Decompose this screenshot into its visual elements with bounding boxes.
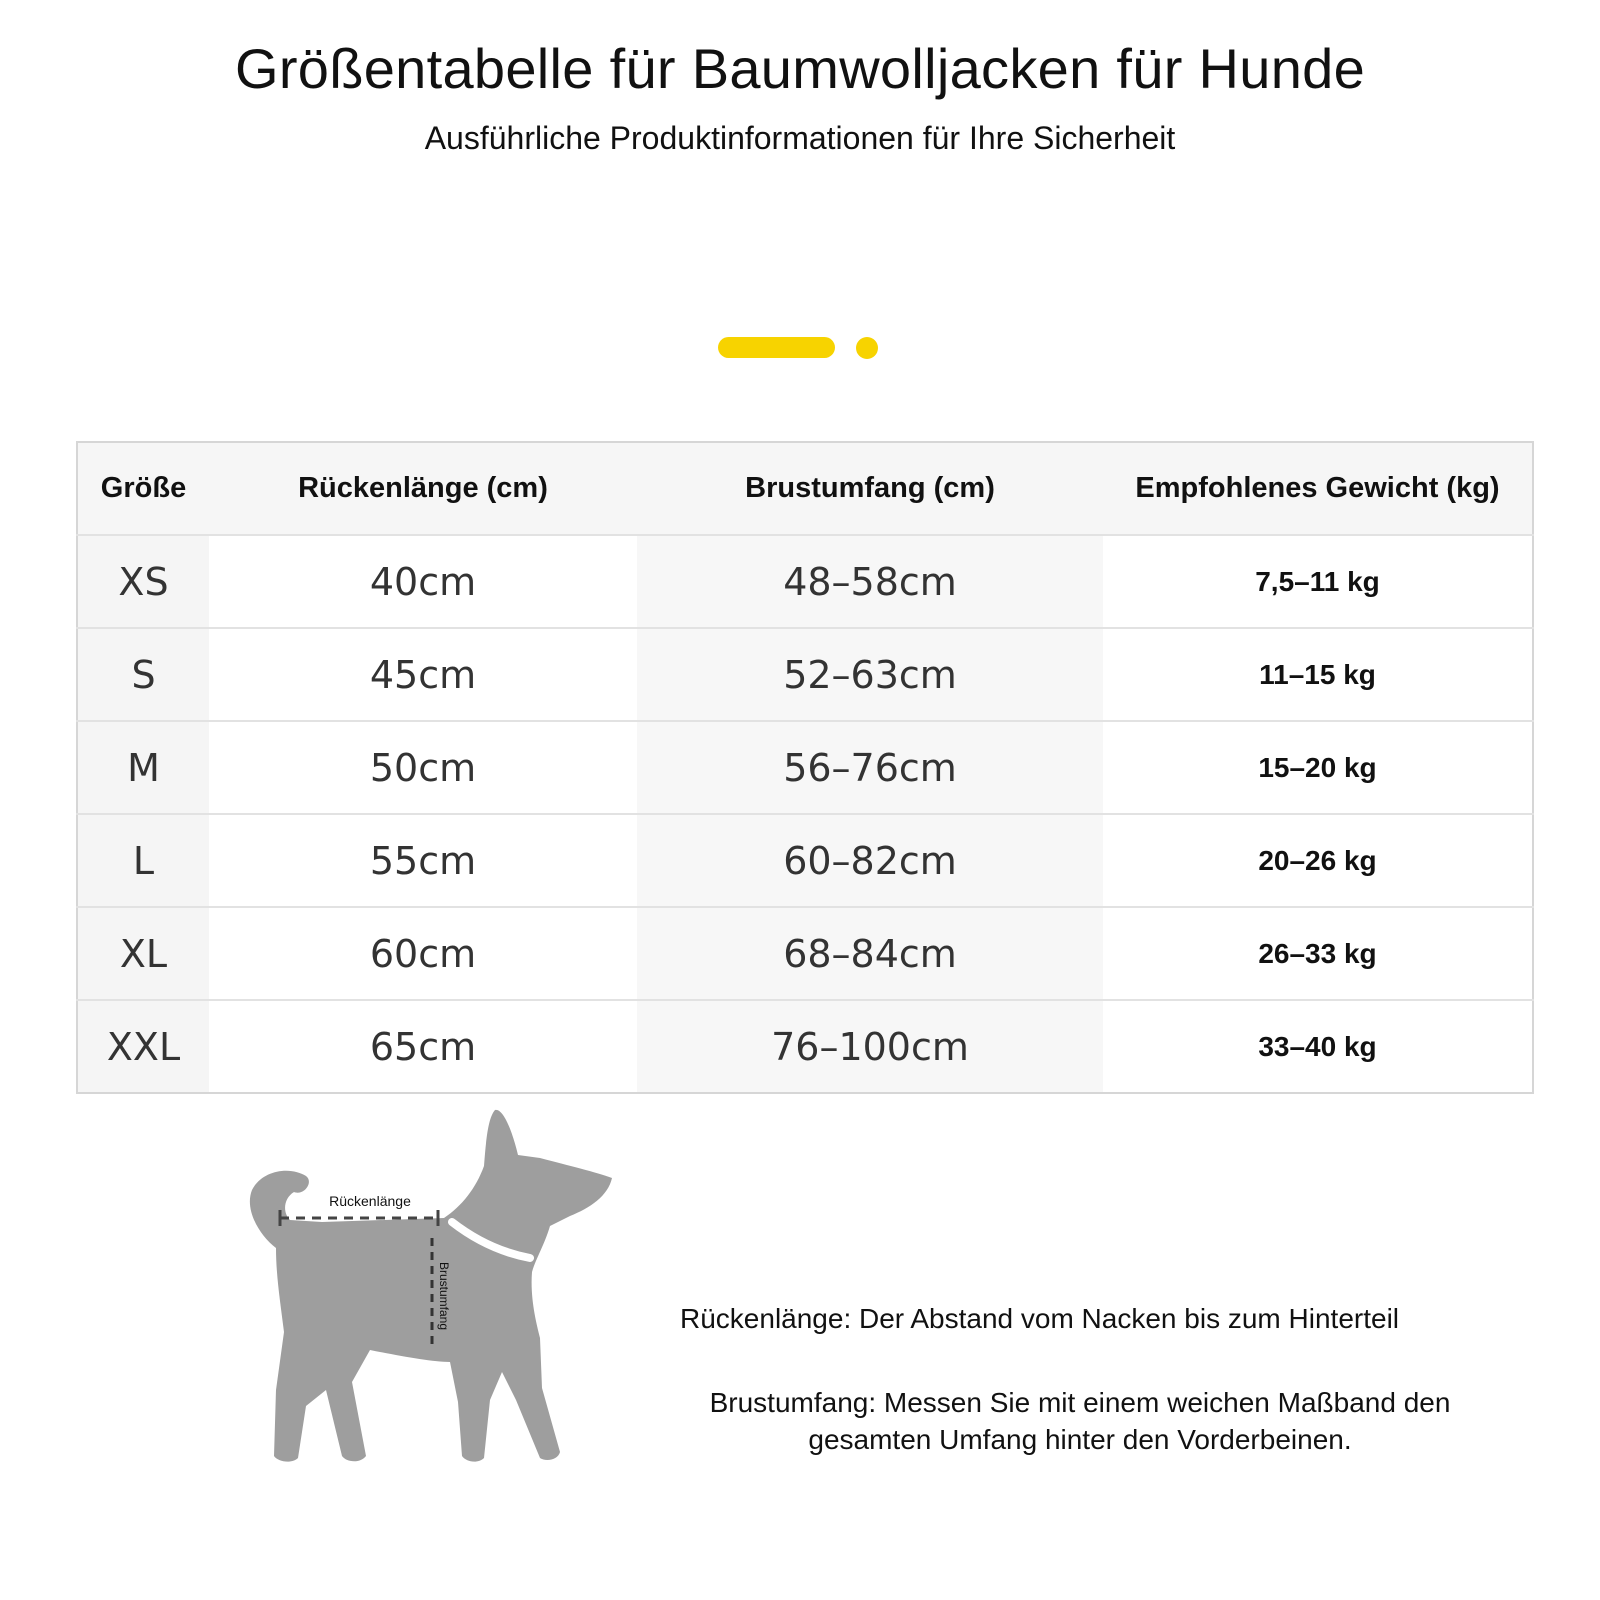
cell-size: XL bbox=[77, 907, 209, 1000]
cell-weight: 33–40 kg bbox=[1103, 1000, 1533, 1093]
cell-size: XS bbox=[77, 535, 209, 628]
header-back-length: Rückenlänge (cm) bbox=[209, 442, 637, 535]
size-table bbox=[76, 441, 1534, 1094]
cell-back-length: 50cm bbox=[209, 721, 637, 814]
cell-size: XXL bbox=[77, 1000, 209, 1093]
table-row bbox=[77, 814, 1533, 907]
cell-size: L bbox=[77, 814, 209, 907]
cell-weight: 15–20 kg bbox=[1103, 721, 1533, 814]
cell-back-length: 40cm bbox=[209, 535, 637, 628]
header-chest: Brustumfang (cm) bbox=[637, 442, 1103, 535]
cell-chest: 76–100cm bbox=[637, 1000, 1103, 1093]
chest-label: Brustumfang bbox=[437, 1261, 451, 1331]
cell-chest: 52–63cm bbox=[637, 628, 1103, 721]
table-row bbox=[77, 721, 1533, 814]
cell-back-length: 45cm bbox=[209, 628, 637, 721]
page-title: Größentabelle für Baumwolljacken für Hunde bbox=[234, 37, 1366, 100]
page-subtitle: Ausführliche Produktinformationen für Ihre Sicherheit bbox=[424, 120, 1176, 156]
header-weight: Empfohlenes Gewicht (kg) bbox=[1103, 442, 1533, 535]
accent-bar bbox=[718, 337, 835, 358]
cell-weight: 26–33 kg bbox=[1103, 907, 1533, 1000]
cell-size: S bbox=[77, 628, 209, 721]
table-row bbox=[77, 1000, 1533, 1093]
cell-weight: 11–15 kg bbox=[1103, 628, 1533, 721]
cell-back-length: 60cm bbox=[209, 907, 637, 1000]
back-length-label: Rückenlänge bbox=[329, 1193, 411, 1209]
cell-chest: 68–84cm bbox=[637, 907, 1103, 1000]
back-length-note: Rückenlänge: Der Abstand vom Nacken bis zum Hinterteil bbox=[680, 1303, 1400, 1334]
cell-weight: 20–26 kg bbox=[1103, 814, 1533, 907]
cell-chest: 48–58cm bbox=[637, 535, 1103, 628]
table-header-row bbox=[77, 442, 1533, 535]
cell-back-length: 55cm bbox=[209, 814, 637, 907]
cell-chest: 60–82cm bbox=[637, 814, 1103, 907]
table-row bbox=[77, 628, 1533, 721]
cell-size: M bbox=[77, 721, 209, 814]
table-row bbox=[77, 535, 1533, 628]
dog-measurement-diagram bbox=[240, 1100, 720, 1520]
cell-weight: 7,5–11 kg bbox=[1103, 535, 1533, 628]
chest-note: Brustumfang: Messen Sie mit einem weichen Maßband den gesamten Umfang hinter den Vorderbeinen. bbox=[709, 1387, 1451, 1455]
table-row bbox=[77, 907, 1533, 1000]
cell-chest: 56–76cm bbox=[637, 721, 1103, 814]
cell-back-length: 65cm bbox=[209, 1000, 637, 1093]
header-size: Größe bbox=[77, 442, 209, 535]
accent-dot bbox=[856, 337, 878, 359]
